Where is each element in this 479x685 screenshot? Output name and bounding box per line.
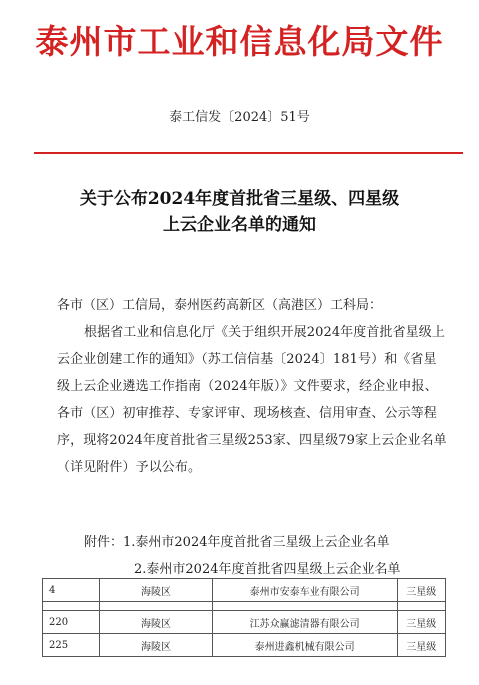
row-district: 海陵区 [100,611,212,634]
table-row [43,579,446,602]
red-divider [34,152,463,154]
attachment-item-1: 附件：1.泰州市2024年度首批省三星级上云企业名单 [84,535,390,550]
title-line-2: 上云企业名单的通知 [163,215,316,235]
masthead: 泰州市工业和信息化局文件 [35,22,444,61]
row-level: 三星级 [397,611,445,634]
company-table-excerpt [42,578,446,657]
document-number: 泰工信发〔2024〕51号 [169,110,310,125]
table-row [43,611,446,634]
table-gap [43,602,446,611]
row-district: 海陵区 [100,579,212,602]
row-company: 泰州进鑫机械有限公司 [212,634,397,657]
row-level: 三星级 [397,579,445,602]
notice-title [30,186,449,238]
row-company: 泰州市安泰车业有限公司 [212,579,397,602]
row-number: 225 [43,634,100,657]
attachment-item-2: 2.泰州市2024年度首批省四星级上云企业名单 [134,562,401,577]
body-paragraph: 根据省工业和信息化厅《关于组织开展2024年度首批省星级上云企业创建工作的通知》（苏工信信基〔2024〕181号）和《省星级上云企业遴选工作指南（2024年版）》文件要求，经企业申报、各市（区）初审推荐、专家评审、现场核查、信用审查、公示等程序，现将2024年度首批省三星级253家、四星级79家上云企业名单（详见附件）予以公布。 [57,325,447,475]
row-level: 三星级 [397,634,445,657]
salutation: 各市（区）工信局，泰州医药高新区（高港区）工科局： [57,298,383,313]
table-row [43,634,446,657]
row-district: 海陵区 [100,634,212,657]
title-line-1: 关于公布2024年度首批省三星级、四星级 [79,189,400,209]
row-number: 220 [43,611,100,634]
row-company: 江苏众赢滤清器有限公司 [212,611,397,634]
row-number: 4 [43,579,100,602]
